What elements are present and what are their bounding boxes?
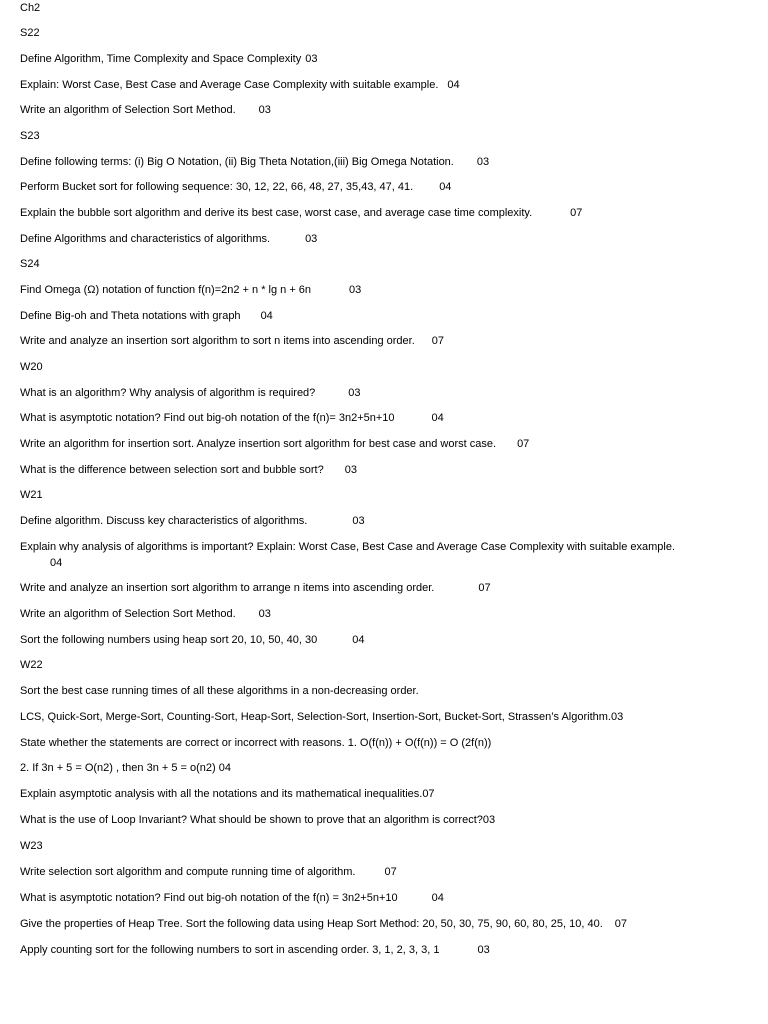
session-heading bbox=[20, 487, 710, 503]
question-marks: 03 bbox=[349, 284, 362, 296]
question-line bbox=[20, 709, 710, 725]
question-text: Define Algorithms and characteristics of algorithms. bbox=[20, 233, 271, 245]
question-text: State whether the statements are correct or incorrect with reasons. 1. O(f(n)) + O(f(n)) = O (2f(n)) bbox=[20, 737, 492, 749]
question-marks: 07 bbox=[384, 866, 397, 878]
question-line bbox=[20, 606, 710, 622]
question-line bbox=[20, 51, 710, 67]
chapter-heading bbox=[20, 0, 710, 16]
question-text: Define following terms: (i) Big O Notation, (ii) Big Theta Notation,(iii) Big Omega Notation. bbox=[20, 156, 454, 168]
question-text: Define algorithm. Discuss key characteristics of algorithms. bbox=[20, 515, 308, 527]
question-text: Find Omega (Ω) notation of function f(n)=2n2 + n * lg n + 6n bbox=[20, 284, 312, 296]
question-marks: 03 bbox=[344, 464, 357, 476]
question-marks: 07 bbox=[614, 918, 628, 930]
question-text: Sort the following numbers using heap sort 20, 10, 50, 40, 30 bbox=[20, 634, 318, 646]
line-text: W21 bbox=[20, 489, 43, 501]
question-text: Explain asymptotic analysis with all the notations and its mathematical inequalities.07 bbox=[20, 788, 435, 800]
line-text: Ch2 bbox=[20, 2, 41, 14]
question-marks: 07 bbox=[517, 438, 530, 450]
question-marks: 04 bbox=[352, 634, 365, 646]
question-text: Perform Bucket sort for following sequence: 30, 12, 22, 66, 48, 27, 35,43, 47, 41. bbox=[20, 181, 414, 193]
question-line bbox=[20, 539, 680, 571]
question-text: 2. If 3n + 5 = O(n2) , then 3n + 5 = o(n2) 04 bbox=[20, 762, 231, 774]
question-line bbox=[20, 154, 710, 170]
question-text: Write an algorithm for insertion sort. Analyze insertion sort algorithm for best case and worst case. bbox=[20, 438, 497, 450]
question-text: Write selection sort algorithm and compute running time of algorithm. bbox=[20, 866, 356, 878]
line-text: W20 bbox=[20, 361, 43, 373]
question-marks: 03 bbox=[258, 104, 271, 116]
question-line bbox=[20, 179, 710, 195]
question-line bbox=[20, 231, 710, 247]
question-line bbox=[20, 205, 710, 221]
question-marks: 03 bbox=[352, 515, 365, 527]
line-text: S23 bbox=[20, 130, 40, 142]
question-text: Write and analyze an insertion sort algorithm to sort n items into ascending order. bbox=[20, 335, 415, 347]
question-line bbox=[20, 462, 710, 478]
question-line bbox=[20, 942, 710, 958]
question-line bbox=[20, 916, 710, 932]
line-text: S24 bbox=[20, 258, 40, 270]
question-text: Write an algorithm of Selection Sort Method. bbox=[20, 104, 236, 116]
question-line bbox=[20, 890, 710, 906]
question-line bbox=[20, 580, 710, 596]
question-marks: 04 bbox=[431, 412, 444, 424]
question-line bbox=[20, 436, 710, 452]
question-line bbox=[20, 513, 710, 529]
question-line bbox=[20, 812, 710, 828]
session-heading bbox=[20, 359, 710, 375]
line-text: W22 bbox=[20, 659, 43, 671]
question-marks: 03 bbox=[305, 233, 318, 245]
question-marks: 07 bbox=[478, 582, 491, 594]
question-line bbox=[20, 102, 710, 118]
question-text: Write an algorithm of Selection Sort Method. bbox=[20, 608, 236, 620]
question-line bbox=[20, 864, 710, 880]
question-line bbox=[20, 282, 710, 298]
question-marks: 04 bbox=[431, 892, 444, 904]
question-text: Define Big-oh and Theta notations with graph bbox=[20, 310, 241, 322]
question-marks: 04 bbox=[260, 310, 273, 322]
question-text: What is the difference between selection sort and bubble sort? bbox=[20, 464, 324, 476]
question-marks: 03 bbox=[476, 156, 490, 168]
question-line bbox=[20, 760, 710, 776]
question-text: Define Algorithm, Time Complexity and Space Complexity bbox=[20, 53, 302, 65]
question-text: Explain: Worst Case, Best Case and Average Case Complexity with suitable example. bbox=[20, 79, 439, 91]
question-marks: 04 bbox=[50, 557, 63, 569]
question-text: Sort the best case running times of all these algorithms in a non-decreasing order. bbox=[20, 685, 419, 697]
question-line bbox=[20, 683, 710, 699]
question-text: What is an algorithm? Why analysis of algorithm is required? bbox=[20, 387, 316, 399]
question-line bbox=[20, 308, 710, 324]
question-text: Give the properties of Heap Tree. Sort the following data using Heap Sort Method: 20, 50, 30, 75, 90, 60, 80, 25, 10, 40. bbox=[20, 918, 603, 930]
question-text: What is asymptotic notation? Find out big-oh notation of the f(n) = 3n2+5n+10 bbox=[20, 892, 398, 904]
question-text: Apply counting sort for the following numbers to sort in ascending order. 3, 1, 2, 3, 3, 1 bbox=[20, 944, 440, 956]
question-marks: 03 bbox=[477, 944, 490, 956]
question-marks: 03 bbox=[305, 53, 318, 65]
question-line bbox=[20, 410, 710, 426]
question-line bbox=[20, 385, 710, 401]
question-text: What is the use of Loop Invariant? What should be shown to prove that an algorithm is correct?03 bbox=[20, 814, 496, 826]
session-heading bbox=[20, 128, 710, 144]
question-marks: 03 bbox=[348, 387, 361, 399]
session-heading bbox=[20, 25, 710, 41]
question-line bbox=[20, 333, 710, 349]
question-text: LCS, Quick-Sort, Merge-Sort, Counting-Sort, Heap-Sort, Selection-Sort, Insertion-Sort, Bucket-Sort, Strassen’s Algorithm.03 bbox=[20, 711, 624, 723]
question-text: Explain why analysis of algorithms is important? Explain: Worst Case, Best Case and Average Case Complexity with suitable example. bbox=[20, 541, 676, 553]
question-text: Write and analyze an insertion sort algorithm to arrange n items into ascending order. bbox=[20, 582, 435, 594]
question-text: What is asymptotic notation? Find out big-oh notation of the f(n)= 3n2+5n+10 bbox=[20, 412, 395, 424]
question-text: Explain the bubble sort algorithm and derive its best case, worst case, and average case time complexity. bbox=[20, 207, 533, 219]
line-text: W23 bbox=[20, 840, 43, 852]
question-line bbox=[20, 632, 710, 648]
line-text: S22 bbox=[20, 27, 40, 39]
question-marks: 04 bbox=[439, 181, 452, 193]
session-heading bbox=[20, 256, 710, 272]
question-marks: 03 bbox=[258, 608, 271, 620]
question-marks: 07 bbox=[570, 207, 583, 219]
question-marks: 07 bbox=[431, 335, 445, 347]
question-line bbox=[20, 77, 710, 93]
session-heading bbox=[20, 657, 710, 673]
session-heading bbox=[20, 838, 710, 854]
question-marks: 04 bbox=[447, 79, 460, 91]
question-line bbox=[20, 786, 710, 802]
question-line bbox=[20, 735, 710, 751]
